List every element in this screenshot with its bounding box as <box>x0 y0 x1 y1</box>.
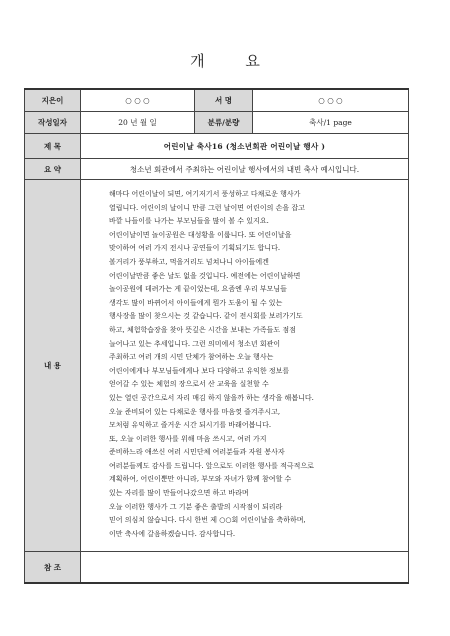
page-title: 개 요 <box>190 52 278 70</box>
content-line: 놀이공원에 데려가는 게 끝이었는데, 요즘엔 우리 부모님들 <box>109 285 287 294</box>
date-label: 작성일자 <box>25 112 81 134</box>
content-body <box>81 180 409 552</box>
content-line: 얻어갈 수 있는 체험의 장으로서 산 교육을 실천할 수 <box>109 380 269 389</box>
content-line: 믿어 의심치 않습니다. 다시 한번 제 ○○회 어린이날을 축하하며, <box>109 516 306 525</box>
title-row <box>25 134 409 159</box>
reference-value <box>81 552 409 584</box>
signature-label: 서 명 <box>195 89 253 112</box>
signature-value: ○ ○ ○ <box>253 89 409 112</box>
date-row <box>25 112 409 134</box>
content-line: 있는 열린 공간으로서 자리 매김 하지 않을까 하는 생각을 해봅니다. <box>109 393 314 402</box>
content-line: 생각도 많이 바뀌어서 아이들에게 뭔가 도움이 될 수 있는 <box>109 298 283 307</box>
content-line: 또, 오늘 이러한 행사를 위해 마음 쓰시고, 여러 가지 <box>109 434 267 443</box>
content-line: 주최하고 여러 개의 시민 단체가 참여하는 오늘 행사는 <box>109 353 274 362</box>
content-row <box>25 180 409 552</box>
category-label: 분류/분량 <box>195 112 253 134</box>
reference-row <box>25 552 409 584</box>
content-line: 열립니다. 어린이의 날이니 만큼 그런 날이면 어린이의 손을 잡고 <box>109 203 305 212</box>
title-value: 어린이날 축사16 (청소년회관 어린이날 행사 ) <box>81 134 409 159</box>
content-line: 해마다 어린이날이 되면, 여기저기서 풍성하고 다채로운 행사가 <box>109 190 301 198</box>
category-value: 축사/1 page <box>253 112 409 134</box>
content-line: 맞이하여 여러 가지 전시나 공연들이 기획되기도 합니다. <box>109 244 281 253</box>
author-label: 지은이 <box>25 89 81 112</box>
summary-row <box>25 159 409 180</box>
content-line: 있는 자리를 많이 만들어나갔으면 하고 바라며 <box>109 489 249 498</box>
date-value: 20 년 월 일 <box>81 112 195 134</box>
content-line: 늘어나고 있는 추세입니다. 그런 의미에서 청소년 회관이 <box>109 339 281 348</box>
content-line: 바깥 나들이를 나가는 부모님들을 많이 볼 수 있지요. <box>109 217 269 226</box>
content-line: 준비하느라 애쓰신 여러 시민단체 여러분들과 자원 봉사자 <box>109 448 285 457</box>
content-line: 어린이날만큼 좋은 날도 없을 것입니다. 예전에는 어린이날하면 <box>109 271 301 280</box>
content-line: 어린이에게나 부모님들에게나 보다 다양하고 유익한 정보를 <box>109 366 290 375</box>
reference-label: 참 조 <box>25 552 81 584</box>
content-label: 내 용 <box>25 180 81 552</box>
content-line: 하고, 체험학습장을 찾아 뜻깊은 시간을 보내는 가족들도 점점 <box>109 325 296 334</box>
title-label: 제 목 <box>25 134 81 159</box>
author-value: ○ ○ ○ <box>81 89 195 112</box>
content-line: 볼거리가 풍부하고, 먹을거리도 넘쳐나니 아이들에겐 <box>109 257 269 266</box>
content-line: 계획하여, 어린이뿐만 아니라, 부모와 자녀가 함께 참여할 수 <box>109 475 292 484</box>
content-line: 모처럼 유익하고 즐거운 시간 되시기를 바래어봅니다. <box>109 421 272 430</box>
content-line: 오늘 준비되어 있는 다채로운 행사를 마음껏 즐겨주시고, <box>109 407 281 416</box>
author-row <box>25 89 409 112</box>
summary-label: 요 약 <box>25 159 81 180</box>
content-line: 이만 축사에 갈음하겠습니다. 감사합니다. <box>109 529 236 538</box>
content-line: 여러분들께도 감사를 드립니다. 앞으로도 이러한 행사를 적극적으로 <box>109 461 314 470</box>
content-line: 어린이날이면 놀이공원은 대성황을 이룹니다. 또 어린이날을 <box>109 230 292 239</box>
summary-value: 청소년 회관에서 주최하는 어린이날 행사에서의 내빈 축사 예시입니다. <box>81 159 409 180</box>
overview-form-table <box>24 88 409 584</box>
content-line: 오늘 이러한 행사가 그 기분 좋은 출발의 시작점이 되리라 <box>109 502 283 511</box>
content-line: 행사장을 많이 찾으시는 것 같습니다. 같이 전시회를 보러가기도 <box>109 312 303 321</box>
